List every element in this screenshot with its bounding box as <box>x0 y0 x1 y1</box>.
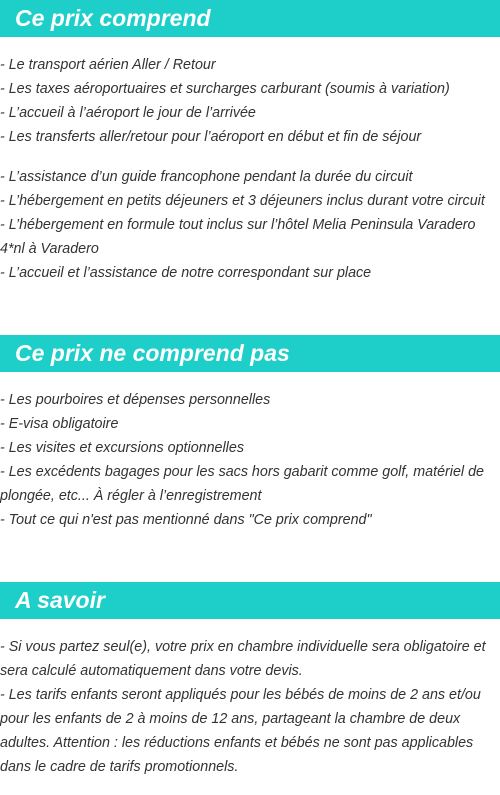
list-item: - Les visites et excursions optionnelles <box>0 440 244 456</box>
section-title-to-know: A savoir <box>0 582 500 619</box>
list-item: - Les pourboires et dépenses personnelles <box>0 392 271 408</box>
list-item: - L’accueil à l’aéroport le jour de l’arrivée <box>0 105 256 121</box>
to-know-list <box>0 635 500 779</box>
list-item: - L’hébergement en petits déjeuners et 3 déjeuners inclus durant votre circuit <box>0 193 485 209</box>
not-included-list <box>0 388 500 532</box>
list-item: - E-visa obligatoire <box>0 416 119 432</box>
list-item: - Tout ce qui n'est pas mentionné dans "Ce prix comprend" <box>0 512 372 528</box>
list-item: - Le transport aérien Aller / Retour <box>0 57 216 73</box>
list-item: - L’assistance d’un guide francophone pendant la durée du circuit <box>0 169 413 185</box>
list-item: - L’hébergement en formule tout inclus sur l’hôtel Melia Peninsula Varadero 4*nl à Varadero <box>0 217 476 257</box>
section-title-included: Ce prix comprend <box>0 0 500 37</box>
list-item: - Les tarifs enfants seront appliqués pour les bébés de moins de 2 ans et/ou pour les enfants de 2 à moins de 12 ans, partageant la chambre de deux adultes. Attention : les réductions enfants et bébés ne sont pas applicables dans le cadre de tarifs promotionnels. <box>0 687 481 775</box>
list-item: - Les excédents bagages pour les sacs hors gabarit comme golf, matériel de plongée, etc... À régler à l’enregistrement <box>0 464 484 504</box>
list-item: - Les transferts aller/retour pour l’aéroport en début et fin de séjour <box>0 129 422 145</box>
list-item: - Si vous partez seul(e), votre prix en chambre individuelle sera obligatoire et sera calculé automatiquement dans votre devis. <box>0 639 486 679</box>
list-item: - L’accueil et l’assistance de notre correspondant sur place <box>0 265 372 281</box>
list-item: - Les taxes aéroportuaires et surcharges carburant (soumis à variation) <box>0 81 450 97</box>
included-list <box>0 53 500 285</box>
section-title-not-included: Ce prix ne comprend pas <box>0 335 500 372</box>
